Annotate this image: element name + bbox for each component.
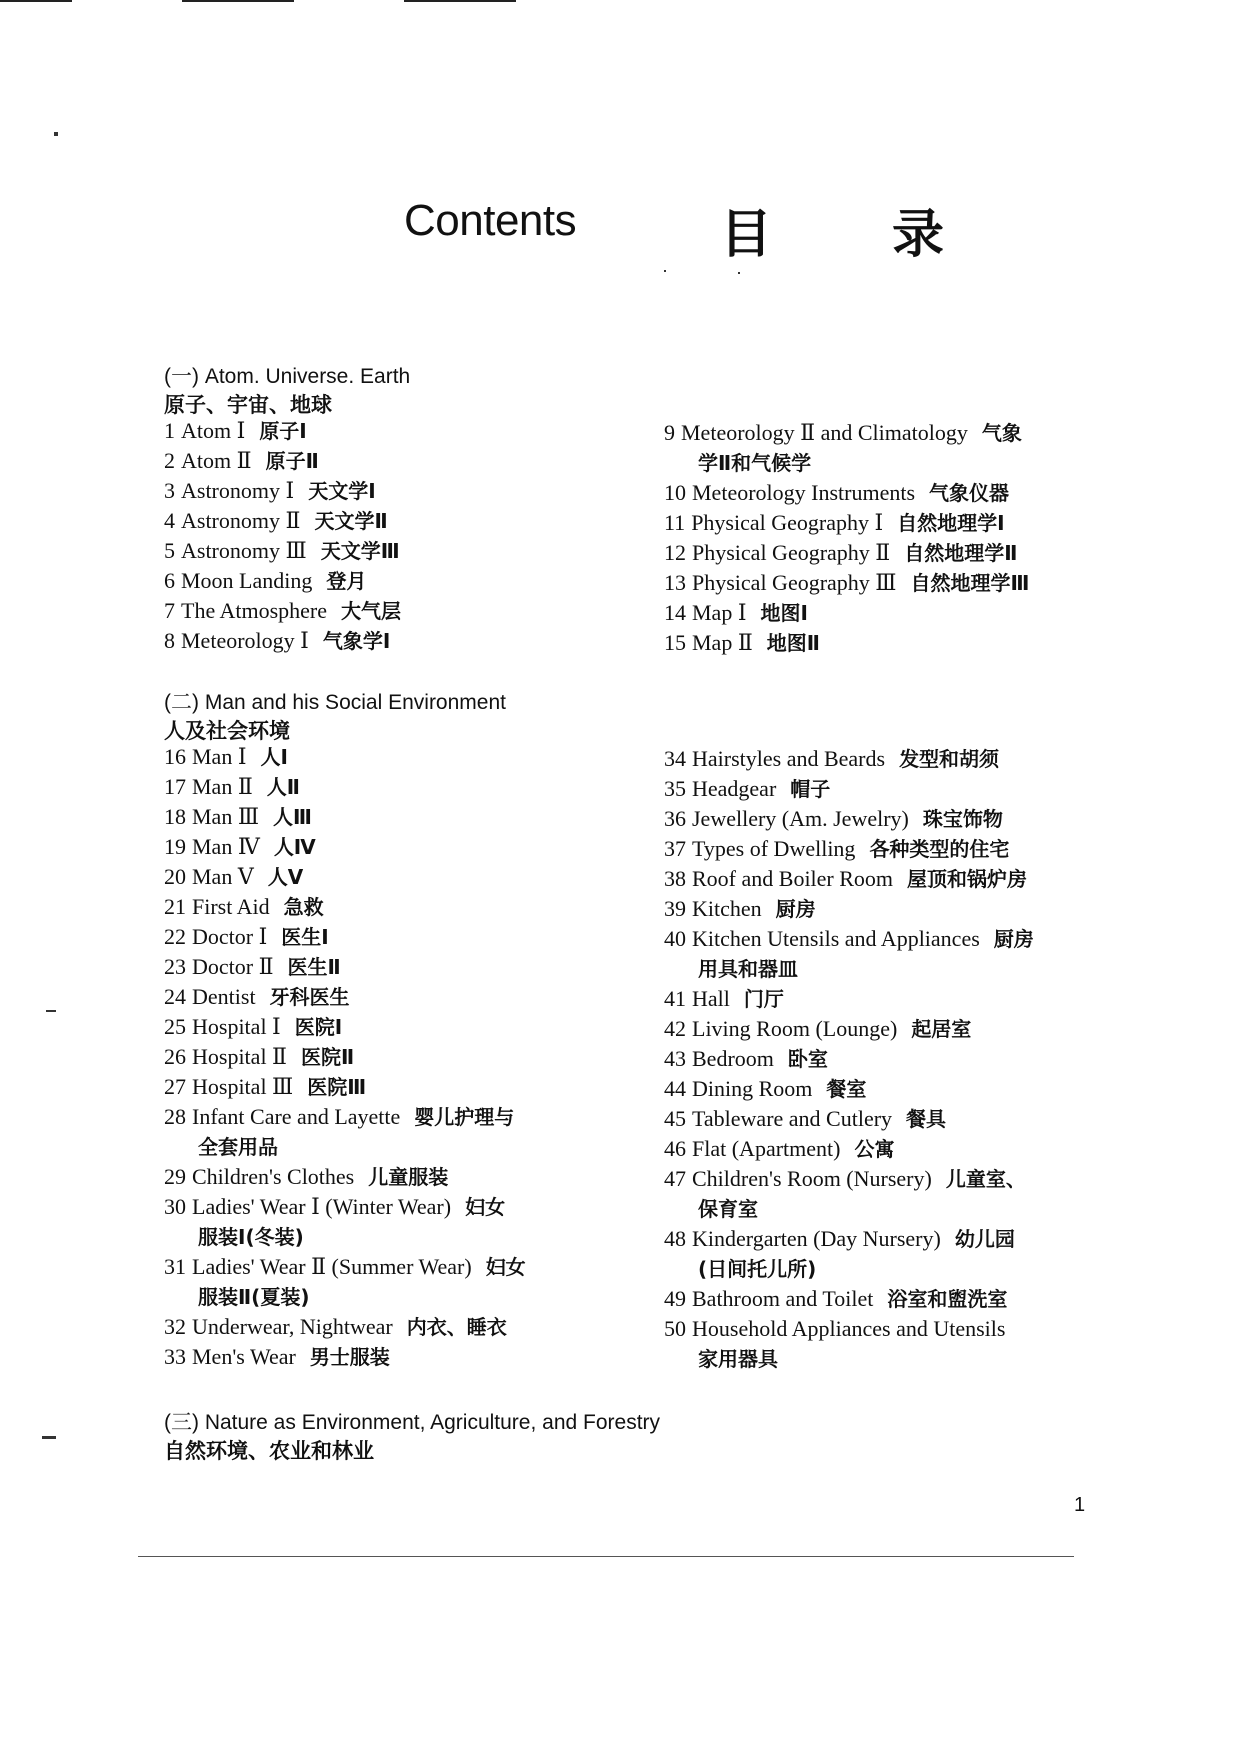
toc-entry xyxy=(164,1072,644,1102)
toc-entry-title-zh: 登月 xyxy=(326,569,367,593)
toc-entry-number: 18 xyxy=(164,804,186,829)
toc-entry-number: 22 xyxy=(164,924,186,949)
toc-entry-number: 27 xyxy=(164,1074,186,1099)
toc-entry-title-en: Map Ⅰ xyxy=(692,600,747,625)
toc-entry xyxy=(164,1102,644,1162)
toc-entry xyxy=(164,1342,644,1372)
toc-entry-title-en: Hospital Ⅱ xyxy=(192,1044,288,1069)
toc-entry-title-en: Moon Landing xyxy=(181,568,313,593)
toc-entry-title-zh: 厨房 xyxy=(775,897,816,921)
toc-entry-number: 29 xyxy=(164,1164,186,1189)
toc-entry-title-zh: 餐室 xyxy=(826,1077,867,1101)
toc-entry-number: 33 xyxy=(164,1344,186,1369)
toc-entry-number: 45 xyxy=(664,1106,686,1131)
toc-entry-title-en: Hall xyxy=(692,986,730,1011)
toc-entry-title-en: Astronomy Ⅱ xyxy=(181,508,301,533)
toc-entry xyxy=(664,894,1134,924)
toc-entry-number: 48 xyxy=(664,1226,686,1251)
toc-entry-title-en: Physical Geography Ⅲ xyxy=(692,570,897,595)
toc-entry-title-en: Meteorology Ⅰ xyxy=(181,628,309,653)
toc-entry-title-en: Underwear, Nightwear xyxy=(192,1314,393,1339)
toc-entry-continuation: 服装Ⅰ(冬装) xyxy=(198,1225,304,1249)
toc-entry xyxy=(664,598,1134,628)
toc-entry xyxy=(164,596,644,626)
toc-entry xyxy=(664,538,1134,568)
toc-entry-title-en: Bathroom and Toilet xyxy=(692,1286,874,1311)
toc-entry-title-en: Living Room (Lounge) xyxy=(692,1016,898,1041)
toc-entry-number: 42 xyxy=(664,1016,686,1041)
toc-entry-title-en: Children's Room (Nursery) xyxy=(692,1166,932,1191)
toc-entry xyxy=(664,568,1134,598)
toc-entry xyxy=(164,772,644,802)
toc-entry-title-zh: 自然地理学Ⅰ xyxy=(897,511,1005,535)
toc-entry-number: 35 xyxy=(664,776,686,801)
toc-entry-title-zh: 气象学Ⅰ xyxy=(322,629,391,653)
toc-entry-number: 30 xyxy=(164,1194,186,1219)
toc-entry-continuation: 服装Ⅱ(夏装) xyxy=(198,1285,310,1309)
toc-entry-number: 21 xyxy=(164,894,186,919)
toc-entry xyxy=(664,1074,1134,1104)
toc-entry-title-zh: 厨房 xyxy=(993,927,1034,951)
scan-speck xyxy=(664,270,666,272)
toc-entry-title-en: Kindergarten (Day Nursery) xyxy=(692,1226,941,1251)
toc-entry-title-en: First Aid xyxy=(192,894,270,919)
toc-entry-title-zh: 人Ⅳ xyxy=(273,835,316,859)
toc-entry-title-zh: 幼儿园 xyxy=(954,1227,1015,1251)
toc-entry-title-en: Astronomy Ⅲ xyxy=(181,538,307,563)
toc-entry-title-zh: 人Ⅱ xyxy=(266,775,300,799)
toc-entry-number: 17 xyxy=(164,774,186,799)
toc-entry-title-zh: 内衣、睡衣 xyxy=(406,1315,507,1339)
toc-entry-continuation: (日间托儿所) xyxy=(698,1257,817,1281)
toc-entry-title-en: Astronomy Ⅰ xyxy=(181,478,295,503)
toc-entry-title-zh: 原子Ⅱ xyxy=(265,449,319,473)
toc-entry-continuation: 全套用品 xyxy=(198,1135,278,1159)
toc-entry xyxy=(664,418,1134,478)
toc-entry-number: 41 xyxy=(664,986,686,1011)
toc-entry-title-en: Physical Geography Ⅱ xyxy=(692,540,891,565)
section-heading-en: (一) Atom. Universe. Earth xyxy=(164,365,411,388)
toc-entry-title-zh: 地图Ⅱ xyxy=(766,631,820,655)
toc-entry-number: 8 xyxy=(164,628,175,653)
toc-entry xyxy=(164,476,644,506)
toc-entry-number: 1 xyxy=(164,418,175,443)
toc-entry-title-en: Doctor Ⅱ xyxy=(192,954,274,979)
toc-entry-number: 38 xyxy=(664,866,686,891)
toc-entry-title-en: Ladies' Wear Ⅰ (Winter Wear) xyxy=(192,1194,452,1219)
toc-entry xyxy=(664,478,1134,508)
toc-entry-title-zh: 医生Ⅱ xyxy=(287,955,341,979)
toc-entry-title-en: Roof and Boiler Room xyxy=(692,866,894,891)
section-heading-en: (三) Nature as Environment, Agriculture, and Forestry xyxy=(164,1411,661,1434)
toc-entry xyxy=(164,1252,644,1312)
toc-entry xyxy=(164,536,644,566)
toc-entry-title-zh: 起居室 xyxy=(911,1017,972,1041)
toc-entry-title-zh: 原子Ⅰ xyxy=(259,419,307,443)
toc-entry xyxy=(664,1224,1134,1284)
toc-entry xyxy=(164,566,644,596)
toc-entry-title-en: Hospital Ⅰ xyxy=(192,1014,281,1039)
toc-entry-number: 23 xyxy=(164,954,186,979)
toc-entry-number: 4 xyxy=(164,508,175,533)
toc-entry-number: 50 xyxy=(664,1316,686,1341)
toc-entry xyxy=(664,924,1134,984)
toc-entry-title-en: Hairstyles and Beards xyxy=(692,746,886,771)
toc-entry-number: 2 xyxy=(164,448,175,473)
toc-entry-title-zh: 妇女 xyxy=(485,1255,526,1279)
toc-entry-title-en: Infant Care and Layette xyxy=(192,1104,401,1129)
toc-entry-title-en: The Atmosphere xyxy=(181,598,328,623)
toc-entry xyxy=(164,1162,644,1192)
toc-entry-number: 6 xyxy=(164,568,175,593)
toc-entry-number: 11 xyxy=(664,510,686,535)
toc-entry-title-en: Household Appliances and Utensils xyxy=(692,1316,1006,1341)
toc-entry xyxy=(664,744,1134,774)
toc-entry xyxy=(664,1284,1134,1314)
toc-entry-title-zh: 公寓 xyxy=(854,1137,895,1161)
toc-entry-title-zh: 发型和胡须 xyxy=(899,747,1000,771)
toc-entry-title-en: Meteorology Instruments xyxy=(692,480,916,505)
toc-entry-number: 31 xyxy=(164,1254,186,1279)
toc-entry xyxy=(164,416,644,446)
toc-entry-title-en: Man Ⅲ xyxy=(192,804,260,829)
toc-entry-title-en: Man Ⅴ xyxy=(192,864,254,889)
toc-entry-title-zh: 医生Ⅰ xyxy=(281,925,329,949)
toc-entry-title-en: Man Ⅱ xyxy=(192,774,253,799)
toc-entry-title-en: Tableware and Cutlery xyxy=(692,1106,893,1131)
toc-entry-number: 47 xyxy=(664,1166,686,1191)
toc-entry-title-en: Jewellery (Am. Jewelry) xyxy=(692,806,909,831)
toc-entry-number: 3 xyxy=(164,478,175,503)
toc-entry-number: 7 xyxy=(164,598,175,623)
toc-entry-continuation: 保育室 xyxy=(698,1197,758,1221)
toc-entry-title-zh: 妇女 xyxy=(465,1195,506,1219)
toc-entry xyxy=(164,1012,644,1042)
toc-entry xyxy=(164,446,644,476)
section-heading-zh: 自然环境、农业和林业 xyxy=(164,1439,374,1463)
toc-entry-title-zh: 儿童服装 xyxy=(368,1165,449,1189)
scan-mark xyxy=(182,0,294,2)
toc-entry-title-zh: 牙科医生 xyxy=(269,985,350,1009)
toc-entry xyxy=(164,1042,644,1072)
page-title-en: Contents xyxy=(404,196,577,245)
toc-entry-title-en: Man Ⅰ xyxy=(192,744,247,769)
toc-entry-title-zh: 气象 xyxy=(981,421,1022,445)
toc-entry-title-zh: 婴儿护理与 xyxy=(414,1105,515,1129)
toc-entry-title-en: Man Ⅳ xyxy=(192,834,260,859)
toc-entry-title-en: Ladies' Wear Ⅱ (Summer Wear) xyxy=(192,1254,472,1279)
toc-entry-number: 26 xyxy=(164,1044,186,1069)
toc-entry-title-en: Bedroom xyxy=(692,1046,774,1071)
toc-entry-title-zh: 医院Ⅱ xyxy=(301,1045,355,1069)
toc-entry-title-en: Atom Ⅰ xyxy=(181,418,246,443)
toc-entry-number: 49 xyxy=(664,1286,686,1311)
toc-entry xyxy=(664,508,1134,538)
toc-entry-title-zh: 珠宝饰物 xyxy=(922,807,1003,831)
toc-entry-title-zh: 帽子 xyxy=(790,777,831,801)
toc-entry-number: 34 xyxy=(664,746,686,771)
toc-entry xyxy=(164,802,644,832)
section-heading-zh: 原子、宇宙、地球 xyxy=(164,393,332,417)
toc-entry-title-en: Kitchen xyxy=(692,896,762,921)
toc-entry-title-en: Doctor Ⅰ xyxy=(192,924,268,949)
toc-entry xyxy=(664,804,1134,834)
toc-entry xyxy=(664,1164,1134,1224)
scan-mark xyxy=(404,0,516,2)
toc-entry-number: 44 xyxy=(664,1076,686,1101)
toc-entry xyxy=(664,1314,1134,1374)
toc-entry-title-zh: 门厅 xyxy=(743,987,784,1011)
toc-entry-continuation: 学Ⅱ和气候学 xyxy=(698,451,812,475)
toc-entry-title-zh: 男士服装 xyxy=(309,1345,390,1369)
toc-entry-title-en: Dentist xyxy=(192,984,256,1009)
toc-entry-number: 5 xyxy=(164,538,175,563)
toc-entry-title-zh: 人Ⅰ xyxy=(260,745,288,769)
toc-entry-title-zh: 医院Ⅰ xyxy=(294,1015,343,1039)
page-title-zh: 目 录 xyxy=(720,205,979,265)
toc-entry xyxy=(164,982,644,1012)
toc-entry-number: 19 xyxy=(164,834,186,859)
toc-entry-title-en: Types of Dwelling xyxy=(692,836,856,861)
toc-entry-title-en: Map Ⅱ xyxy=(692,630,753,655)
toc-entry xyxy=(164,506,644,536)
toc-entry-number: 9 xyxy=(664,420,675,445)
bottom-rule xyxy=(138,1556,1074,1557)
toc-entry xyxy=(164,862,644,892)
scan-speck xyxy=(42,1436,56,1439)
toc-entry-title-zh: 餐具 xyxy=(906,1107,947,1131)
section-heading-en: (二) Man and his Social Environment xyxy=(164,691,506,714)
toc-entry-title-zh: 急救 xyxy=(283,895,324,919)
toc-entry xyxy=(164,1192,644,1252)
toc-entry-title-en: Atom Ⅱ xyxy=(181,448,252,473)
toc-entry xyxy=(664,628,1134,658)
toc-entry-number: 10 xyxy=(664,480,686,505)
toc-entry-continuation: 用具和器皿 xyxy=(698,957,798,981)
toc-entry-title-zh: 卧室 xyxy=(787,1047,828,1071)
toc-entry-number: 12 xyxy=(664,540,686,565)
toc-entry-title-zh: 地图Ⅰ xyxy=(760,601,808,625)
toc-entry-title-en: Kitchen Utensils and Appliances xyxy=(692,926,980,951)
toc-entry-number: 40 xyxy=(664,926,686,951)
scan-speck xyxy=(54,132,58,136)
toc-entry-number: 16 xyxy=(164,744,186,769)
toc-entry xyxy=(664,1134,1134,1164)
toc-entry-title-zh: 浴室和盥洗室 xyxy=(887,1287,1008,1311)
toc-entry-title-zh: 天文学Ⅲ xyxy=(320,539,400,563)
toc-entry xyxy=(164,922,644,952)
toc-entry xyxy=(164,832,644,862)
toc-entry-title-zh: 人Ⅲ xyxy=(273,805,312,829)
toc-entry-title-zh: 医院Ⅲ xyxy=(307,1075,367,1099)
toc-entry xyxy=(664,834,1134,864)
toc-entry-title-zh: 人Ⅴ xyxy=(267,865,304,889)
toc-entry-title-zh: 气象仪器 xyxy=(929,481,1010,505)
toc-entry-number: 46 xyxy=(664,1136,686,1161)
toc-entry-title-en: Physical Geography Ⅰ xyxy=(691,510,884,535)
scan-speck xyxy=(46,1010,56,1012)
toc-entry-title-zh: 各种类型的住宅 xyxy=(869,837,1010,861)
toc-entry-title-zh: 天文学Ⅱ xyxy=(314,509,388,533)
toc-entry-title-en: Men's Wear xyxy=(192,1344,296,1369)
toc-entry xyxy=(164,742,644,772)
toc-entry xyxy=(664,774,1134,804)
toc-entry-number: 14 xyxy=(664,600,686,625)
toc-entry-number: 15 xyxy=(664,630,686,655)
toc-entry xyxy=(664,1014,1134,1044)
toc-entry xyxy=(664,1104,1134,1134)
toc-entry-title-zh: 自然地理学Ⅲ xyxy=(910,571,1030,595)
toc-entry-title-zh: 儿童室、 xyxy=(945,1167,1026,1191)
toc-entry-number: 43 xyxy=(664,1046,686,1071)
toc-entry-number: 32 xyxy=(164,1314,186,1339)
toc-entry-title-en: Meteorology Ⅱ and Climatology xyxy=(681,420,968,445)
toc-entry-title-en: Children's Clothes xyxy=(192,1164,355,1189)
toc-entry-title-zh: 大气层 xyxy=(341,599,402,623)
toc-entry-number: 37 xyxy=(664,836,686,861)
scan-speck xyxy=(738,272,740,274)
toc-entry-title-zh: 屋顶和锅炉房 xyxy=(907,867,1028,891)
toc-entry xyxy=(164,1312,644,1342)
toc-entry-continuation: 家用器具 xyxy=(698,1347,778,1371)
toc-entry-number: 39 xyxy=(664,896,686,921)
toc-entry xyxy=(664,984,1134,1014)
toc-entry xyxy=(164,952,644,982)
toc-entry-number: 28 xyxy=(164,1104,186,1129)
toc-entry-title-en: Flat (Apartment) xyxy=(692,1136,841,1161)
toc-entry xyxy=(164,892,644,922)
toc-entry xyxy=(664,1044,1134,1074)
toc-entry-title-en: Headgear xyxy=(692,776,777,801)
toc-entry-title-en: Dining Room xyxy=(692,1076,813,1101)
toc-entry-number: 25 xyxy=(164,1014,186,1039)
page-number: 1 xyxy=(1074,1494,1086,1516)
toc-entry-number: 13 xyxy=(664,570,686,595)
scan-mark xyxy=(0,0,72,2)
toc-entry-number: 24 xyxy=(164,984,186,1009)
toc-entry-title-en: Hospital Ⅲ xyxy=(192,1074,294,1099)
toc-entry xyxy=(164,626,644,656)
section-heading-zh: 人及社会环境 xyxy=(164,719,290,743)
toc-entry xyxy=(664,864,1134,894)
toc-entry-number: 20 xyxy=(164,864,186,889)
toc-entry-title-zh: 自然地理学Ⅱ xyxy=(904,541,1018,565)
toc-entry-title-zh: 天文学Ⅰ xyxy=(308,479,376,503)
toc-entry-number: 36 xyxy=(664,806,686,831)
